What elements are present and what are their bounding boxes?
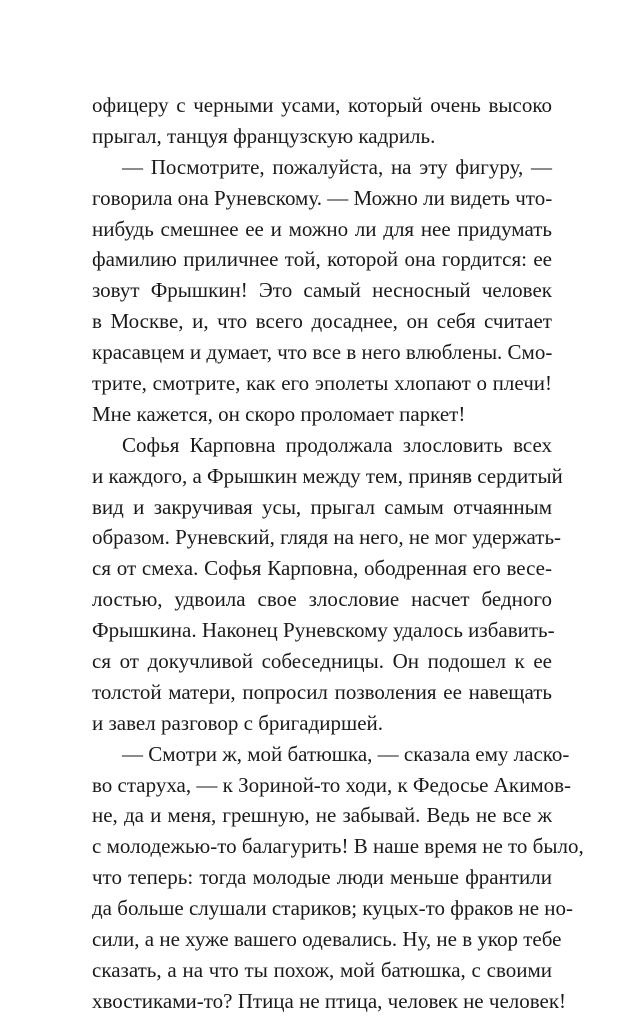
text-line: красавцем и думает, что все в него влюблены. Смо- [92,340,553,365]
text-line: сказать, а на что ты похож, мой батюшка, с своими [92,957,552,982]
text-line: трите, смотрите, как его эполеты хлопают о плечи! [92,371,552,396]
text-line: с молодежью-то балагурить! В наше время не то было, [92,834,584,859]
text-line: — Смотри ж, мой батюшка, — сказала ему ласко- [122,741,570,766]
text-line: Софья Карповна продолжала злословить всех [122,432,552,457]
text-line: что теперь: тогда молодые люди меньше франтили [92,865,552,890]
text-line: нибудь смешнее ее и можно ли для нее придумать [92,216,552,241]
text-line: ся от смеха. Софья Карповна, ободренная его весе- [92,556,552,581]
page-text [92,90,584,1017]
text-line: образом. Руневский, глядя на него, не мог удержать- [92,525,562,550]
text-line: фамилию приличнее той, которой она гордится: ее [92,247,552,272]
text-line: прыгал, танцуя французскую кадриль. [92,123,436,148]
text-line: — Посмотрите, пожалуйста, на эту фигуру, — [122,154,552,179]
text-line: ся от докучливой собеседницы. Он подошел к ее [92,649,552,674]
text-line: и каждого, а Фрышкин между тем, приняв сердитый [92,463,563,488]
text-line: и завел разговор с бригадиршей. [92,710,384,735]
text-line: вид и закручивая усы, прыгал самым отчаянным [92,494,552,519]
text-line: во старуха, — к Зориной-то ходи, к Федосье Акимов- [92,772,572,797]
text-line: в Москве, и, что всего досаднее, он себя считает [92,309,552,334]
text-line: толстой матери, попросил позволения ее навещать [92,679,552,704]
text-line: говорила она Руневскому. — Можно ли видеть что- [92,185,553,210]
text-line: не, да и меня, грешную, не забывай. Ведь не все ж [92,803,552,828]
text-line: лостью, удвоила свое злословие насчет бедного [92,587,552,612]
text-line: офицеру с черными усами, который очень высоко [92,93,552,117]
text-line: Мне кажется, он скоро проломает паркет! [92,401,466,426]
text-line: да больше слушали стариков; куцых-то фраков не но- [92,896,574,921]
text-line: сили, а не хуже вашего одевались. Ну, не в укор тебе [92,927,562,952]
text-line: Фрышкина. Наконец Руневскому удалось избавить- [92,618,555,643]
text-line: хвостиками-то? Птица не птица, человек не человек! [92,988,567,1013]
text-line: зовут Фрышкин! Это самый несносный человек [92,278,552,303]
